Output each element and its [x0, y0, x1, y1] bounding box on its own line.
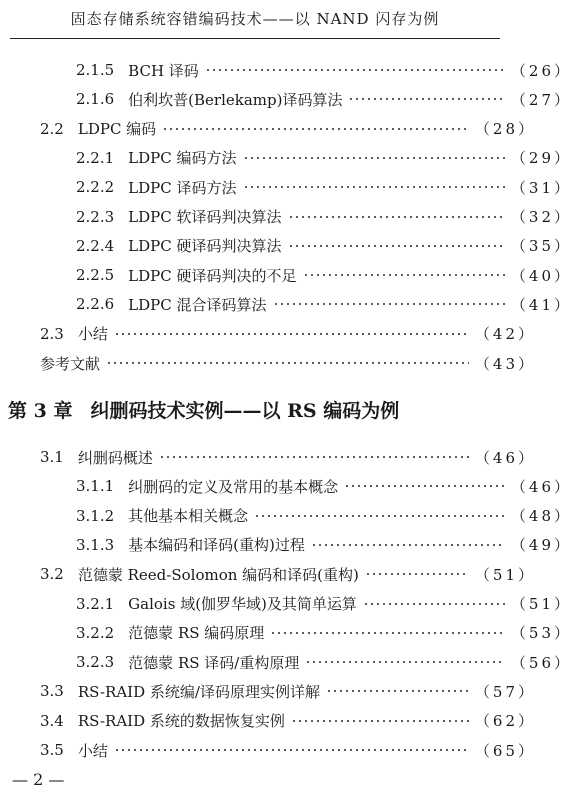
leader-dots	[311, 544, 505, 546]
running-header: 固态存储系统容错编码技术——以 NAND 闪存为例	[70, 10, 440, 28]
leader-dots	[303, 274, 505, 276]
toc-entry-number: 2.2.1	[76, 148, 115, 167]
toc-entry[interactable]	[0, 679, 550, 703]
toc-entry-page: （43）	[474, 354, 536, 373]
toc-entry[interactable]	[0, 621, 586, 645]
toc-entry-page: （57）	[474, 682, 536, 701]
leader-dots	[114, 333, 469, 335]
toc-entry[interactable]	[0, 322, 550, 346]
toc-entry-page: （32）	[510, 208, 572, 226]
toc-entry-number: 2.1.6	[76, 90, 115, 109]
leader-dots	[273, 303, 505, 305]
leader-dots	[243, 157, 505, 159]
toc-entry-page: （49）	[510, 536, 572, 555]
leader-dots	[243, 186, 505, 188]
toc-entry-page: （26）	[510, 61, 572, 80]
toc-entry-title: 范德蒙 Reed-Solomon 编码和译码(重构)	[77, 565, 359, 584]
toc-entry-page: （40）	[510, 266, 572, 285]
leader-dots	[291, 720, 469, 722]
header-rule	[10, 38, 500, 39]
leader-dots	[288, 245, 505, 247]
toc-entry-number: 2.2.5	[76, 266, 115, 285]
leader-dots	[254, 515, 505, 517]
toc-entry-number: 2.2.6	[76, 295, 115, 314]
toc-entry-page: （29）	[510, 149, 572, 168]
toc-entry-number: 3.4	[40, 711, 64, 730]
toc-entry[interactable]	[0, 117, 550, 141]
toc-entry[interactable]	[0, 263, 586, 287]
toc-entry-page: （65）	[474, 741, 536, 760]
toc-entry[interactable]	[0, 533, 586, 557]
toc-entry-number: 3.2.3	[76, 653, 115, 672]
toc-entry-number: 2.2.2	[76, 178, 115, 197]
toc-entry-title: LDPC 混合译码算法	[128, 295, 267, 314]
toc-entry[interactable]	[0, 504, 586, 528]
leader-dots	[270, 632, 505, 634]
toc-entry-title: RS-RAID 系统的数据恢复实例	[77, 712, 285, 731]
toc-entry[interactable]	[0, 175, 586, 199]
toc-entry-title: 参考文献	[40, 354, 101, 373]
toc-entry[interactable]	[0, 205, 586, 229]
toc-entry[interactable]	[0, 58, 586, 82]
toc-entry-title: LDPC 软译码判决算法	[128, 208, 282, 226]
toc-entry-title: RS-RAID 系统编/译码原理实例详解	[77, 682, 320, 701]
toc-entry[interactable]	[0, 562, 550, 586]
toc-entry-title: 范德蒙 RS 译码/重构原理	[128, 653, 300, 672]
leader-dots	[162, 128, 469, 130]
toc-entry-title: 纠删码概述	[77, 448, 153, 467]
toc-entry-number: 3.1.2	[76, 506, 115, 525]
leader-dots	[344, 485, 505, 487]
toc-entry-number: 3.1.1	[76, 477, 115, 496]
toc-entry-title: LDPC 硬译码判决算法	[128, 237, 282, 256]
toc-entry[interactable]	[0, 709, 550, 733]
toc-entry[interactable]	[0, 234, 586, 258]
toc-entry[interactable]	[0, 292, 586, 316]
leader-dots	[114, 749, 469, 751]
toc-entry-title: 基本编码和译码(重构)过程	[128, 536, 305, 555]
chapter-heading	[8, 396, 399, 426]
toc-entry-page: （28）	[474, 120, 536, 139]
toc-entry-title: 伯利坎普(Berlekamp)译码算法	[128, 90, 343, 109]
toc-entry[interactable]	[0, 351, 550, 375]
toc-entry-page: （53）	[510, 624, 572, 643]
toc-entry[interactable]	[0, 738, 550, 762]
toc-entry-page: （56）	[510, 653, 572, 672]
toc-entry-title: 小结	[77, 325, 108, 344]
toc-entry-page: （42）	[474, 325, 536, 344]
toc-entry-number: 3.1	[40, 448, 64, 466]
toc-entry-number: 2.1.5	[76, 61, 115, 79]
toc-entry-page: （27）	[510, 90, 572, 109]
toc-entry-page: （46）	[510, 477, 572, 496]
page-number: — 2 —	[12, 770, 65, 789]
toc-entry-title: BCH 译码	[128, 61, 199, 80]
toc-entry-number: 3.3	[40, 682, 64, 701]
toc-entry-page: （46）	[474, 448, 536, 467]
toc-entry-title: 其他基本相关概念	[128, 507, 249, 526]
leader-dots	[365, 573, 469, 575]
toc-entry[interactable]	[0, 87, 586, 111]
toc-entry-title: LDPC 译码方法	[128, 178, 237, 197]
toc-entry[interactable]	[0, 445, 550, 469]
toc-entry-title: 小结	[77, 741, 108, 760]
toc-entry-page: （51）	[510, 595, 572, 613]
toc-entry-title: LDPC 编码方法	[128, 149, 237, 168]
toc-entry-title: 纠删码的定义及常用的基本概念	[128, 477, 339, 496]
toc-entry-number: 3.1.3	[76, 535, 115, 554]
toc-entry-title: LDPC 编码	[77, 120, 157, 139]
leader-dots	[288, 216, 505, 218]
chapter-title: 纠删码技术实例——以 RS 编码为例	[90, 400, 400, 422]
leader-dots	[159, 456, 469, 458]
leader-dots	[348, 98, 504, 100]
toc-entry-number: 3.5	[40, 741, 64, 759]
leader-dots	[205, 69, 505, 71]
toc-entry-number: 2.2	[40, 119, 64, 138]
toc-entry-page: （48）	[510, 507, 572, 526]
chapter-number: 第 3 章	[8, 400, 73, 422]
toc-entry[interactable]	[0, 592, 586, 616]
toc-entry-page: （41）	[510, 295, 572, 314]
leader-dots	[363, 603, 505, 605]
toc-entry-page: （51）	[474, 565, 536, 584]
toc-entry-page: （35）	[510, 237, 572, 256]
toc-entry[interactable]	[0, 146, 586, 170]
toc-entry-title: Galois 域(伽罗华域)及其简单运算	[128, 595, 357, 613]
leader-dots	[305, 661, 505, 663]
toc-entry[interactable]	[0, 474, 586, 498]
leader-dots	[326, 690, 469, 692]
toc-entry-number: 2.3	[40, 324, 64, 343]
toc-entry-number: 2.2.3	[76, 207, 115, 226]
toc-entry-number: 2.2.4	[76, 236, 115, 255]
leader-dots	[106, 362, 469, 364]
toc-entry-number: 3.2.2	[76, 623, 115, 642]
toc-entry-number: 3.2	[40, 565, 64, 584]
toc-entry-title: 范德蒙 RS 编码原理	[128, 624, 265, 643]
toc-entry-page: （62）	[474, 712, 536, 731]
toc-entry-number: 3.2.1	[76, 594, 115, 613]
toc-entry-page: （31）	[510, 178, 572, 197]
toc-entry[interactable]	[0, 650, 586, 674]
toc-entry-title: LDPC 硬译码判决的不足	[128, 266, 297, 285]
